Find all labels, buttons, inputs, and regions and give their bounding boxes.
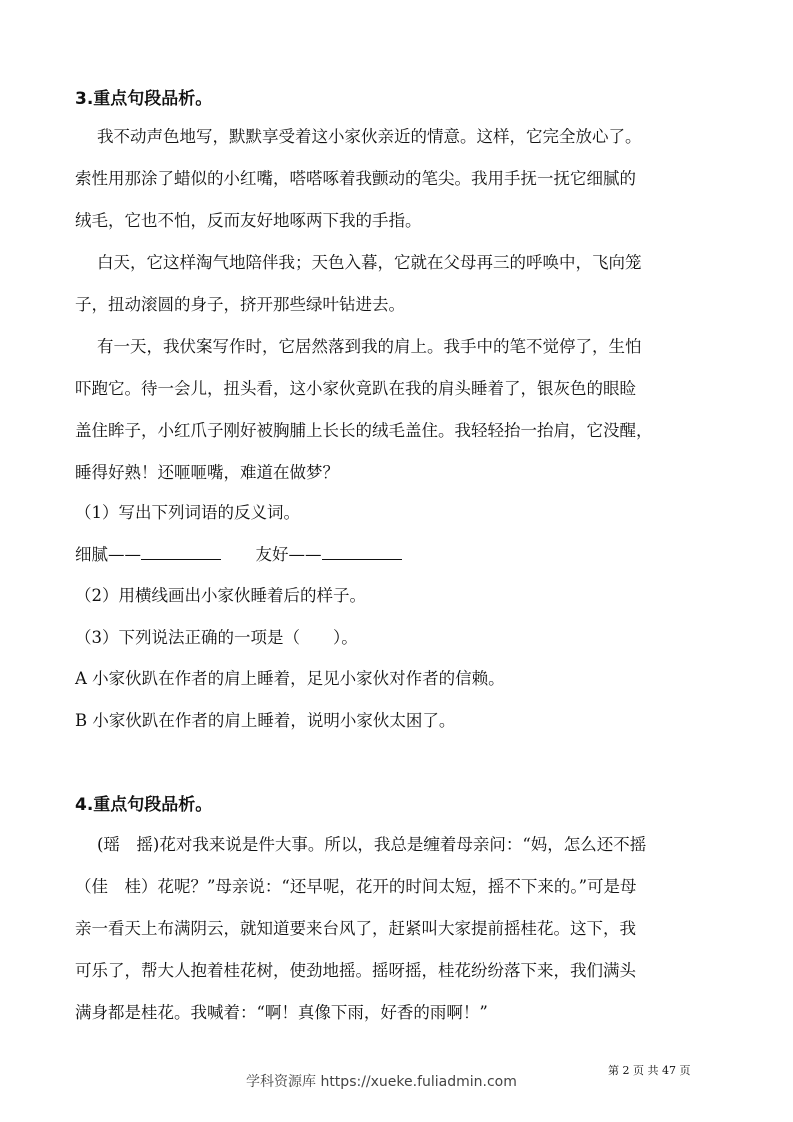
option-a: A 小家伙趴在作者的肩上睡着，足见小家伙对作者的信赖。 [75, 669, 505, 688]
antonym-row [75, 544, 402, 566]
s3-para3-line4: 睡得好熟！还咂咂嘴，难道在做梦？ [75, 463, 339, 482]
s3-para1-line2: 索性用那涂了蜡似的小红嘴，嗒嗒啄着我颤动的笔尖。我用手抚一抚它细腻的 [75, 169, 636, 188]
s4-para1-line5: 满身都是桂花。我喊着：“啊！真像下雨，好香的雨啊！” [75, 1003, 488, 1022]
section3-title: 3.重点句段品析。 [75, 89, 213, 109]
s3-para3-line2: 吓跑它。待一会儿，扭头看，这小家伙竟趴在我的肩头睡着了，银灰色的眼睑 [75, 379, 636, 398]
question-2: （2）用横线画出小家伙睡着后的样子。 [75, 586, 366, 605]
answer-blank-2[interactable] [322, 545, 402, 560]
option-b: B 小家伙趴在作者的肩上睡着，说明小家伙太困了。 [75, 711, 456, 730]
s3-para2-line1: 白天，它这样淘气地陪伴我；天色入暮，它就在父母再三的呼唤中，飞向笼 [97, 253, 642, 272]
section4-title: 4.重点句段品析。 [75, 795, 213, 815]
s4-para1-line1: (瑶 摇)花对我来说是件大事。所以，我总是缠着母亲问：“妈，怎么还不摇 [97, 835, 647, 854]
s4-para1-line3: 亲一看天上布满阴云，就知道要来台风了，赶紧叫大家提前摇桂花。这下，我 [75, 919, 636, 938]
answer-blank-1[interactable] [141, 545, 221, 560]
s3-para2-line2: 子，扭动滚圆的身子，挤开那些绿叶钻进去。 [75, 295, 405, 314]
question-1: （1）写出下列词语的反义词。 [75, 503, 300, 522]
s3-para1-line1: 我不动声色地写，默默享受着这小家伙亲近的情意。这样，它完全放心了。 [97, 127, 642, 146]
s4-para1-line4: 可乐了，帮大人抱着桂花树，使劲地摇。摇呀摇，桂花纷纷落下来，我们满头 [75, 961, 636, 980]
s3-para3-line1: 有一天，我伏案写作时，它居然落到我的肩上。我手中的笔不觉停了，生怕 [97, 337, 642, 356]
s4-para1-line2: （佳 桂）花呢？”母亲说：“还早呢，花开的时间太短，摇不下来的。”可是母 [75, 877, 637, 896]
antonym-word-2: 友好—— [255, 545, 322, 564]
antonym-word-1: 细腻—— [75, 545, 141, 564]
s3-para3-line3: 盖住眸子，小红爪子刚好被胸脯上长长的绒毛盖住。我轻轻抬一抬肩，它没醒， [75, 421, 653, 440]
question-3: （3）下列说法正确的一项是（ ）。 [75, 628, 358, 647]
s3-para1-line3: 绒毛，它也不怕，反而友好地啄两下我的手指。 [75, 211, 422, 230]
page-number: 第 2 页 共 47 页 [608, 1064, 691, 1077]
footer-watermark: 学科资源库 https://xueke.fuliadmin.com [246, 1074, 517, 1090]
